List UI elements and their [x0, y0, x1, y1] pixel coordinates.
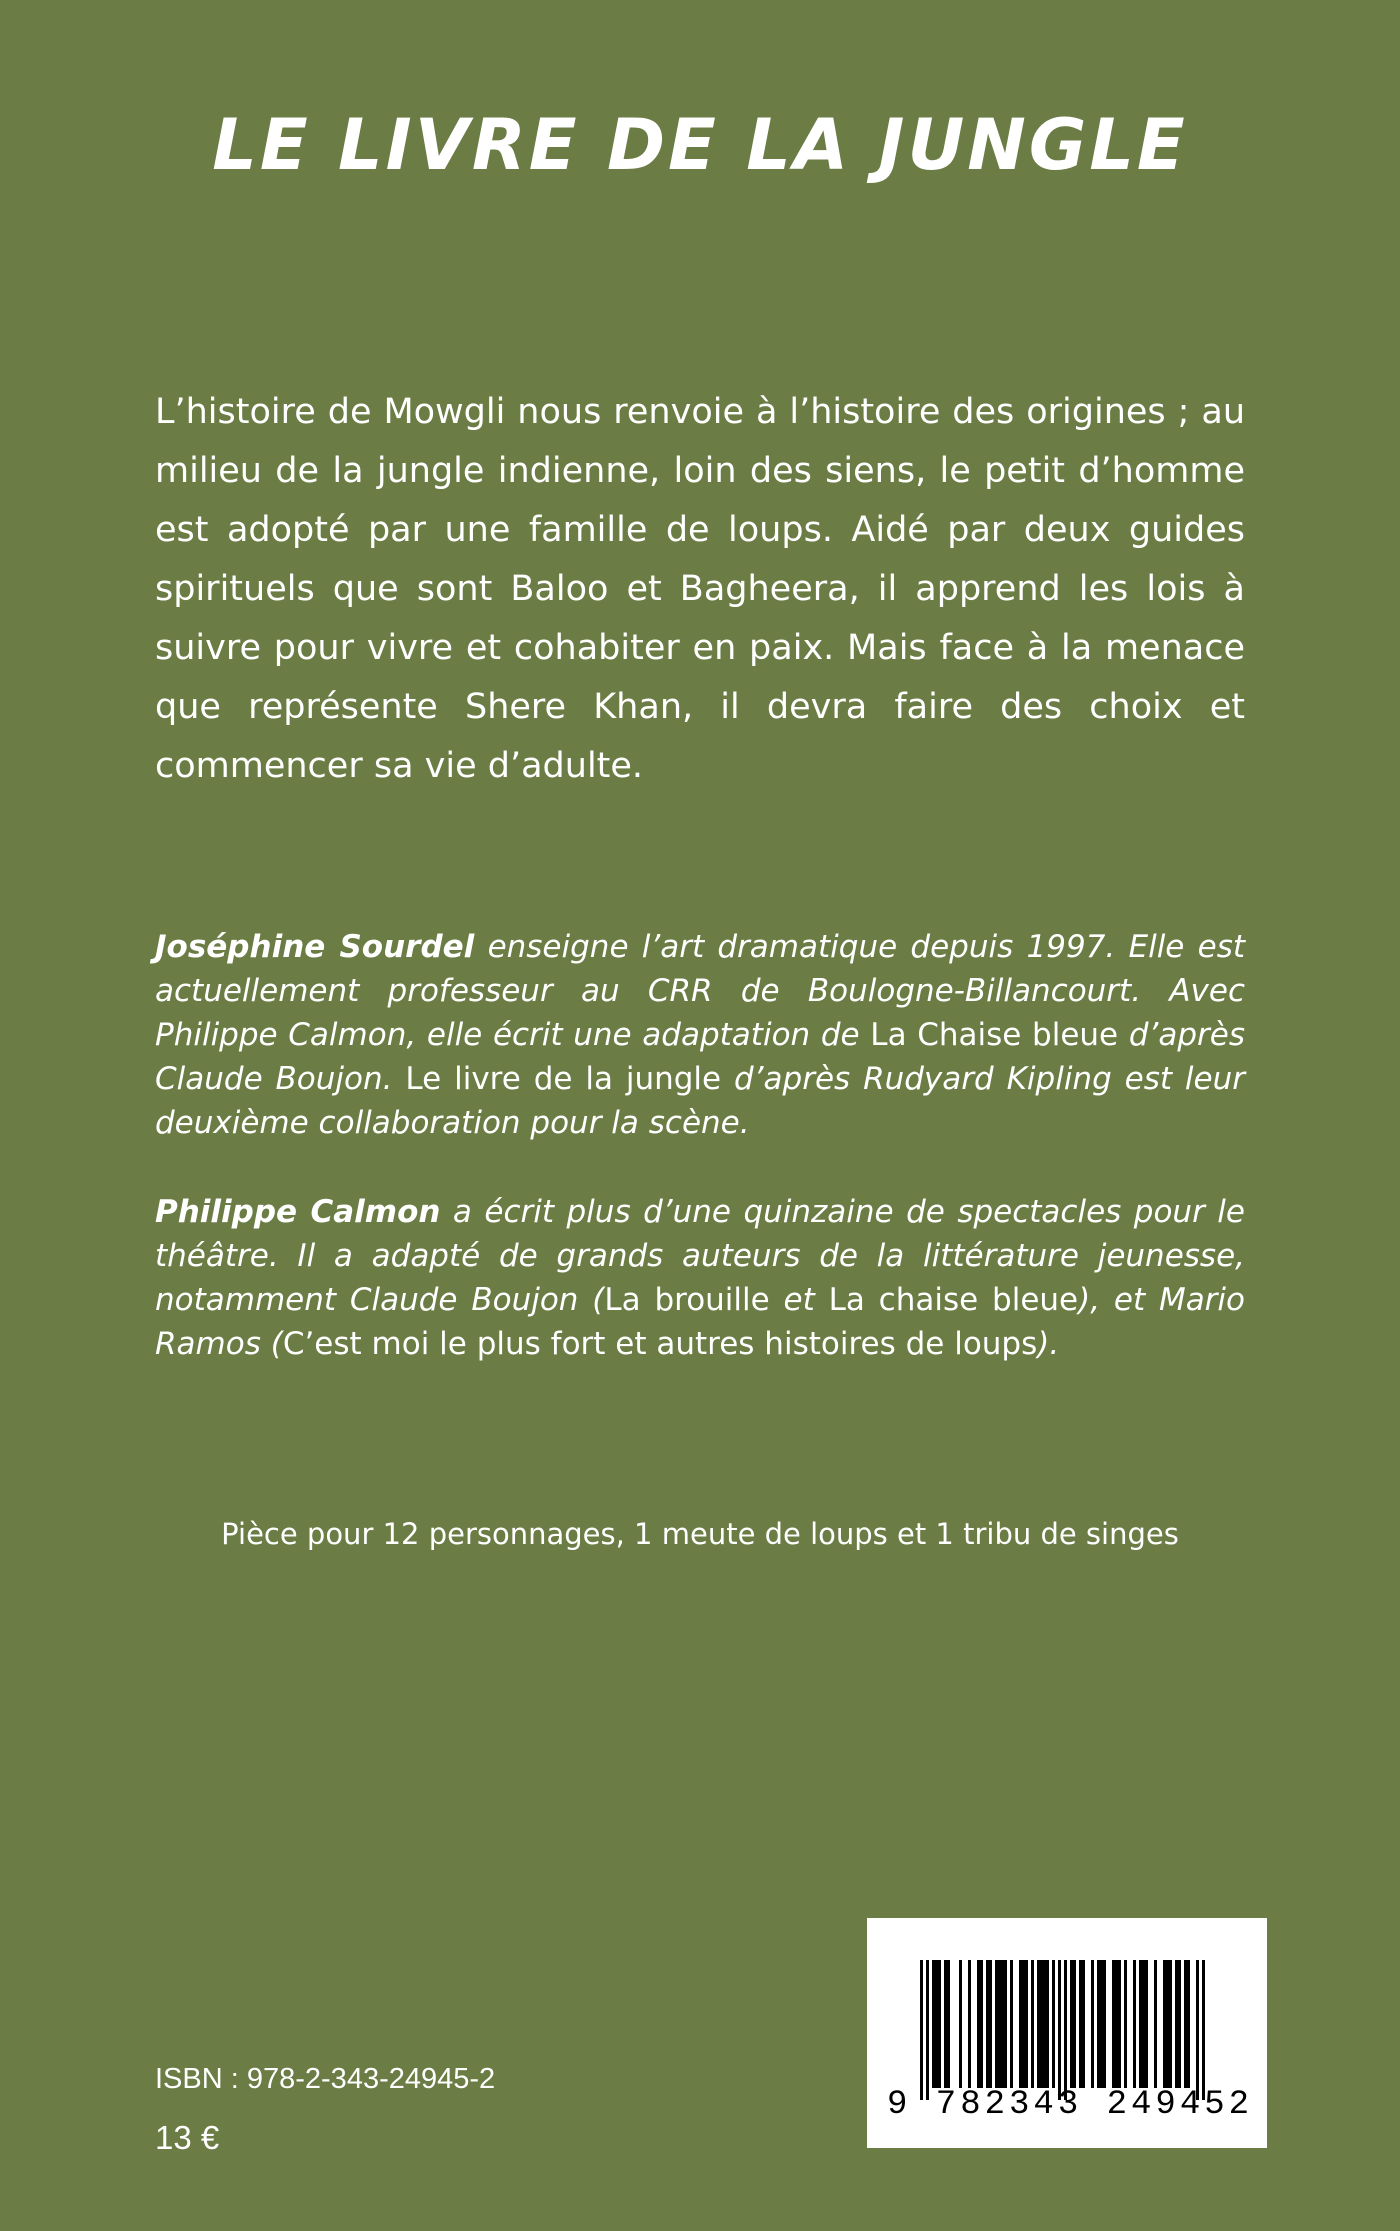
bio-text: d’après Claude Boujon. [155, 1017, 1245, 1097]
barcode-bar [1187, 1960, 1190, 2088]
book-title: LE LIVRE DE LA JUNGLE [212, 104, 1188, 186]
isbn-label: ISBN : 978-2-343-24945-2 [155, 2063, 496, 2095]
barcode-bar [1154, 1960, 1157, 2088]
barcode-bar [1091, 1960, 1094, 2088]
barcode-bar [932, 1960, 935, 2088]
author-bio-calmon [155, 1190, 1245, 1366]
barcode-digits: 9 782343 249452 [887, 2086, 1254, 2124]
work-title: Le livre de la jungle [405, 1061, 722, 1097]
bio-text: d’après Rudyard Kipling est leur deuxième collaboration pour la scène. [155, 1061, 1245, 1141]
barcode-bar [1175, 1960, 1178, 2088]
barcode-bar [1022, 1960, 1025, 2088]
cast-description: Pièce pour 12 personnages, 1 meute de loups et 1 tribu de singes [221, 1517, 1179, 1551]
barcode-bar [1052, 1960, 1055, 2088]
barcode-bar [1070, 1960, 1073, 2088]
bio-text: enseigne l’art dramatique depuis 1997. Elle est actuellement professeur au CRR de Boulogne-Billancourt. Avec Philippe Calmon, elle écrit une adaptation de [155, 929, 1246, 1053]
barcode-bar [1046, 1960, 1049, 2088]
barcode-bar [1019, 1960, 1022, 2088]
barcode-bar [1082, 1960, 1085, 2088]
bio-text: ), et Mario Ramos ( [155, 1282, 1246, 1362]
barcode-bar [1145, 1960, 1148, 2088]
author-name-sourdel: Joséphine Sourdel [155, 929, 475, 965]
barcode [867, 1918, 1267, 2148]
author-bio-sourdel [155, 925, 1245, 1145]
barcode-bar [1004, 1960, 1007, 2088]
barcode-bar [1112, 1960, 1115, 2088]
barcode-bar [1031, 1960, 1034, 2088]
work-title: La Chaise bleue [870, 1017, 1119, 1053]
barcode-bar [1037, 1960, 1040, 2088]
barcode-bar [1025, 1960, 1028, 2088]
barcode-bar [1010, 1960, 1013, 2088]
barcode-bar [1196, 1960, 1199, 2100]
barcode-bar [968, 1960, 971, 2088]
work-title: La chaise bleue [828, 1282, 1079, 1318]
barcode-bar [926, 1960, 929, 2100]
work-title: La brouille [604, 1282, 770, 1318]
barcode-bar [920, 1960, 923, 2100]
barcode-bar [1103, 1960, 1106, 2088]
barcode-bar [1097, 1960, 1100, 2088]
barcode-bar [980, 1960, 983, 2088]
price-label: 13 € [155, 2119, 220, 2156]
barcode-bar [1133, 1960, 1136, 2088]
barcode-bar [1079, 1960, 1082, 2088]
barcode-bar [1169, 1960, 1172, 2088]
barcode-bar [1139, 1960, 1142, 2088]
barcode-bar [1163, 1960, 1166, 2088]
barcode-bar [977, 1960, 980, 2088]
barcode-bar [1184, 1960, 1187, 2088]
barcode-bar [1100, 1960, 1103, 2088]
bio-text: et [769, 1282, 829, 1318]
barcode-bar [1001, 1960, 1004, 2088]
barcode-bar [1043, 1960, 1046, 2088]
barcode-bar [1115, 1960, 1118, 2088]
barcode-bar [1073, 1960, 1076, 2088]
synopsis-paragraph: L’histoire de Mowgli nous renvoie à l’histoire des origines ; au milieu de la jungle indienne, loin des siens, le petit d’homme est adopté par une famille de loups. Aidé par deux guides spirituels que sont Baloo et Bagheera, il apprend les lois à suivre pour vivre et cohabiter en paix. Mais face à la menace que représente Shere Khan, il devra faire des choix et commencer sa vie d’adulte. [155, 392, 1245, 786]
barcode-bar [944, 1960, 947, 2088]
barcode-bar [938, 1960, 941, 2088]
barcode-bar [986, 1960, 989, 2088]
barcode-bar [1124, 1960, 1127, 2088]
bio-text: a écrit plus d’une quinzaine de spectacles pour le théâtre. Il a adapté de grands auteurs de la littérature jeunesse, notamment Claude Boujon ( [155, 1194, 1245, 1318]
barcode-bar [1040, 1960, 1043, 2088]
barcode-bar [989, 1960, 992, 2088]
barcode-bar [947, 1960, 950, 2088]
barcode-bar [1058, 1960, 1061, 2100]
barcode-bar [1142, 1960, 1145, 2088]
bio-text: ). [1037, 1326, 1060, 1362]
barcode-bar [959, 1960, 962, 2088]
author-name-calmon: Philippe Calmon [155, 1194, 441, 1230]
barcode-bar [995, 1960, 998, 2088]
barcode-bar [1064, 1960, 1067, 2100]
barcode-bar [1166, 1960, 1169, 2088]
barcode-bar [1118, 1960, 1121, 2088]
barcode-bar [998, 1960, 1001, 2088]
barcode-bar [1178, 1960, 1181, 2088]
work-title: C’est moi le plus fort et autres histoires de loups [282, 1326, 1038, 1362]
barcode-bar [1202, 1960, 1205, 2100]
barcode-bar [935, 1960, 938, 2088]
